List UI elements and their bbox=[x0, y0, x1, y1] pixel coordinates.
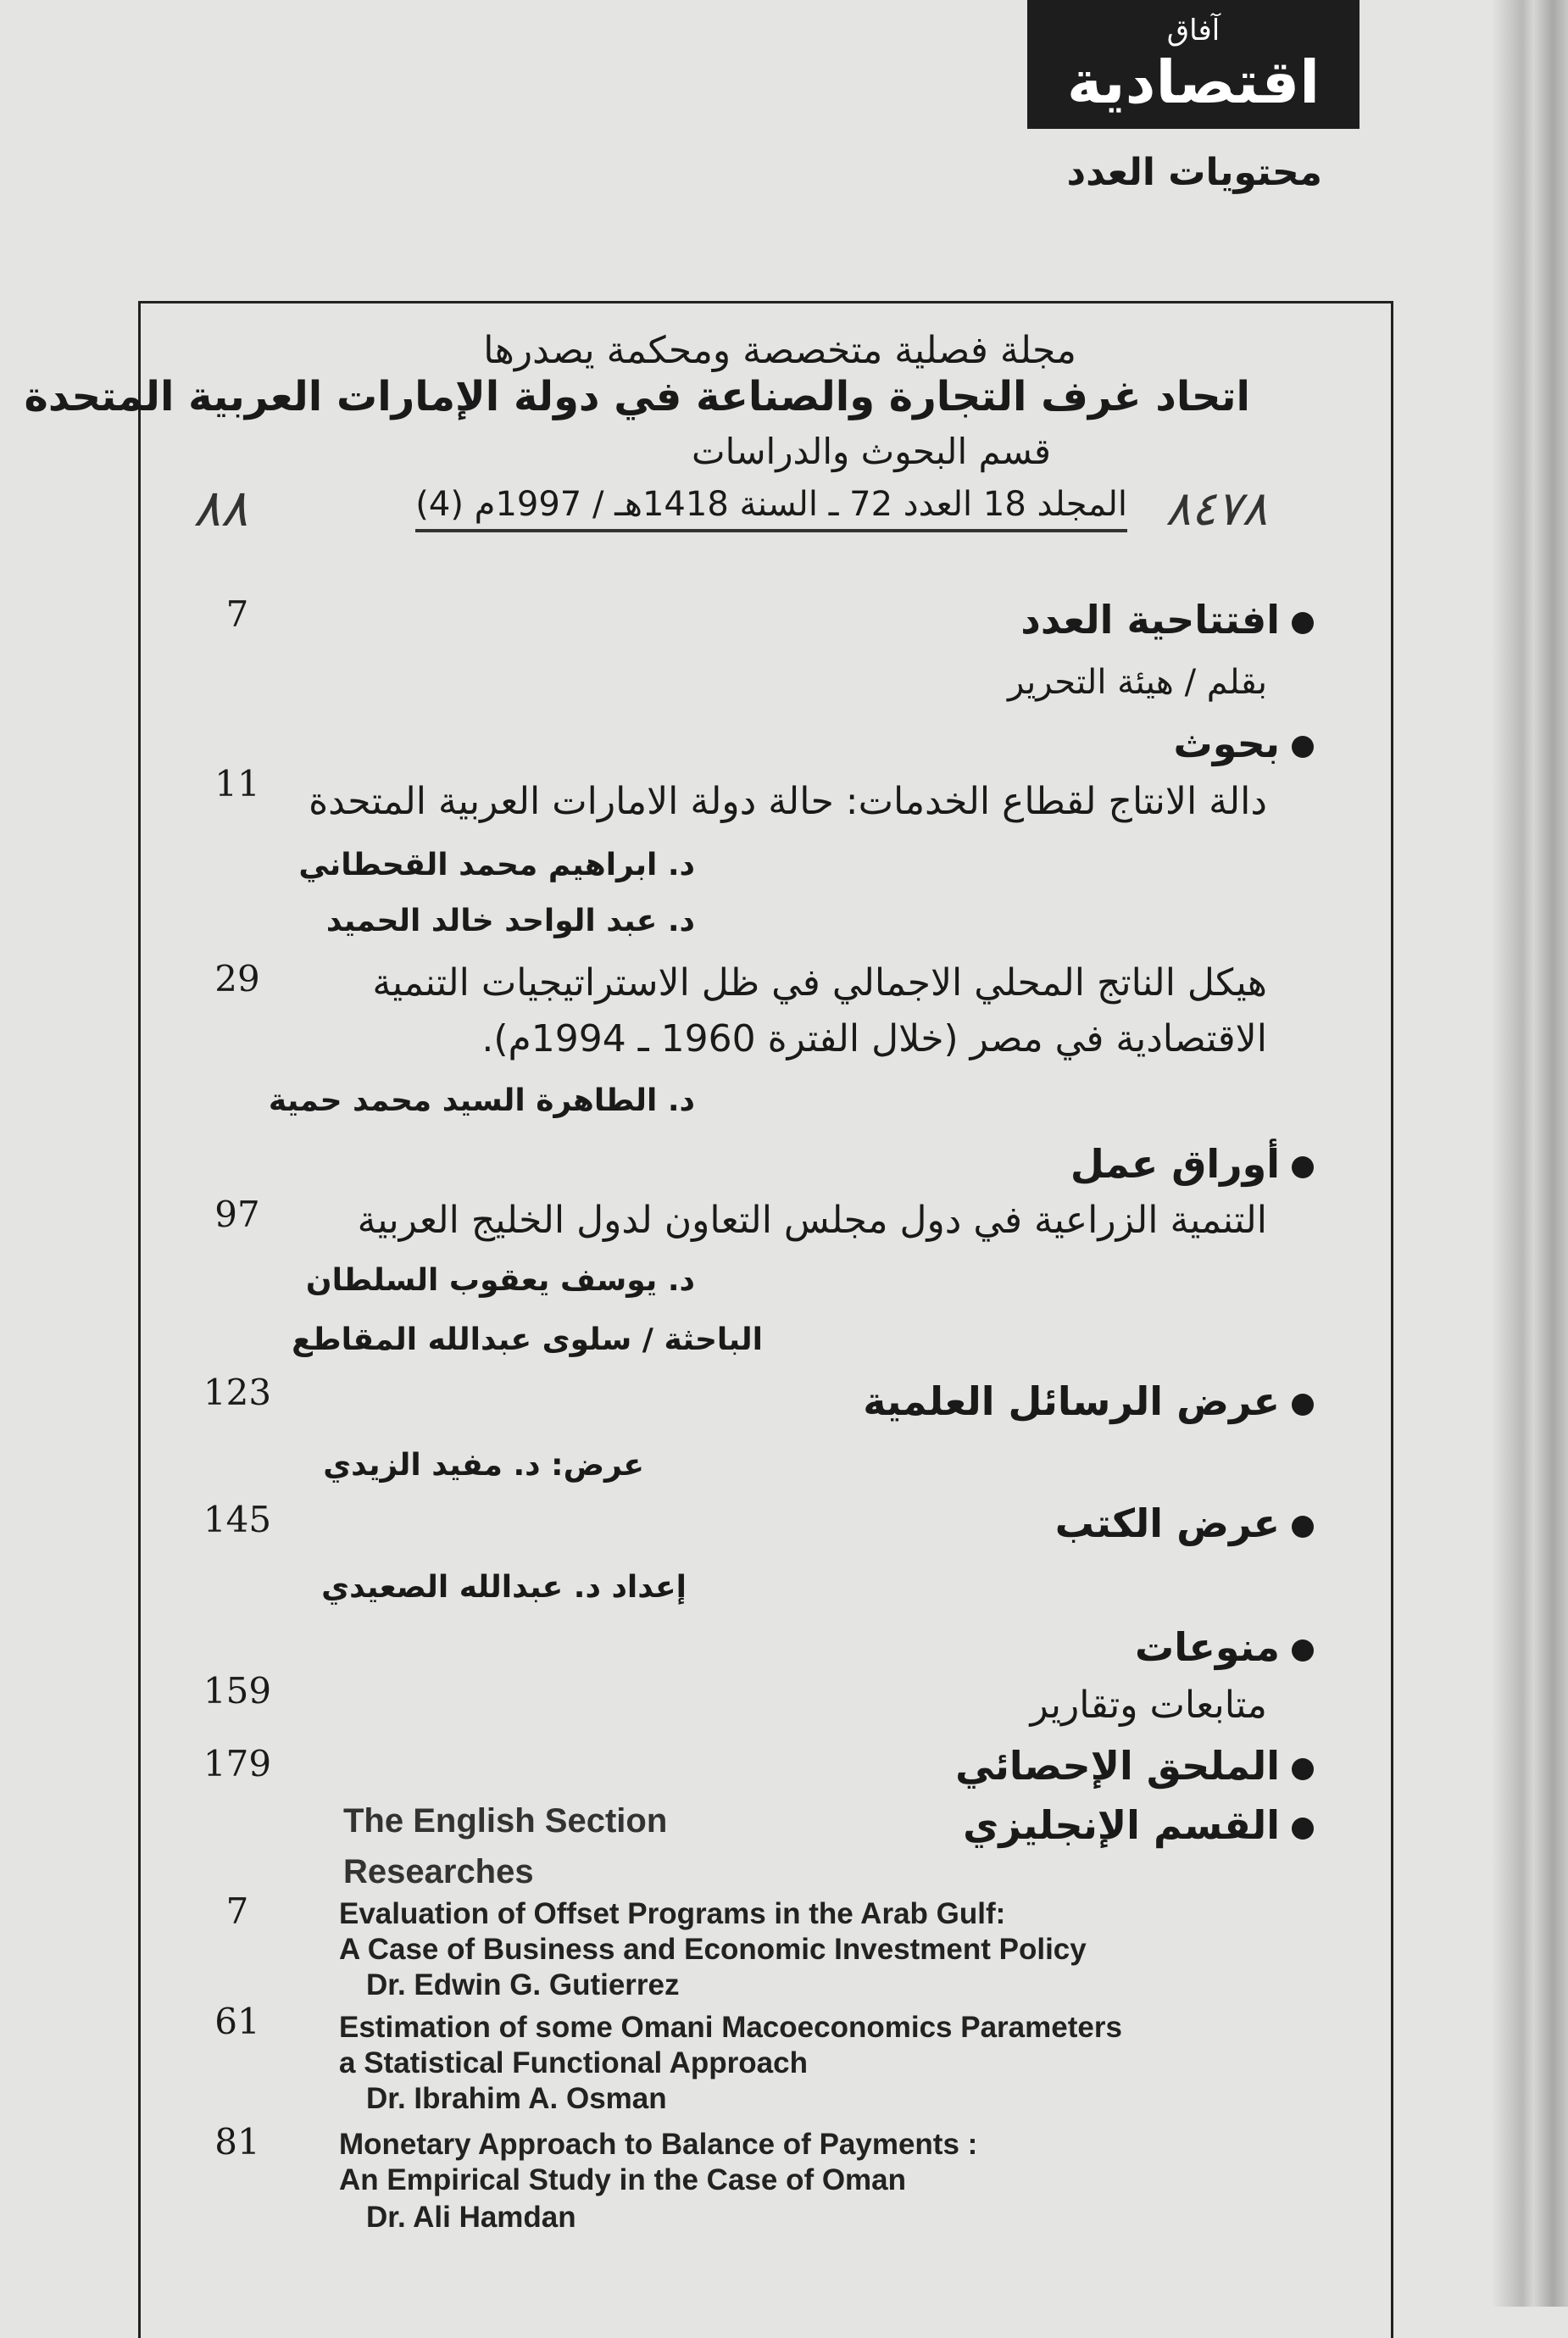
bullet-icon bbox=[1292, 612, 1314, 634]
editorial-byline: بقلم / هيئة التحرير bbox=[1008, 663, 1267, 702]
page-number: 29 bbox=[214, 958, 260, 999]
toc-item-title-en[interactable]: Evaluation of Offset Programs in the Arab Gulf: bbox=[339, 1897, 1006, 1930]
logo-main-text: اقتصادية bbox=[1066, 47, 1321, 117]
contents-heading: محتويات العدد bbox=[1066, 151, 1322, 194]
magazine-logo bbox=[1027, 0, 1359, 129]
page-edge-shadow bbox=[1492, 0, 1568, 2307]
toc-section-books[interactable]: عرض الكتب bbox=[1055, 1500, 1314, 1546]
toc-item-author-en: Dr. Ibrahim A. Osman bbox=[366, 2082, 667, 2115]
page-number: 7 bbox=[225, 593, 249, 635]
bullet-icon bbox=[1292, 1394, 1314, 1416]
page-number: 123 bbox=[203, 1372, 272, 1413]
toc-item-title[interactable]: متابعات وتقارير bbox=[1030, 1684, 1267, 1727]
bullet-icon bbox=[1292, 736, 1314, 758]
theses-byline: عرض: د. مفيد الزيدي bbox=[323, 1448, 644, 1483]
journal-subtitle: مجلة فصلية متخصصة ومحكمة يصدرها bbox=[483, 329, 1076, 372]
page-number: 61 bbox=[214, 2001, 260, 2042]
toc-section-working-papers[interactable]: أوراق عمل bbox=[1070, 1141, 1314, 1187]
logo-top-text: آفاق bbox=[1166, 14, 1220, 47]
toc-item-title-en-line2[interactable]: A Case of Business and Economic Investment Policy bbox=[339, 1933, 1087, 1966]
toc-item-title[interactable]: هيكل الناتج المحلي الاجمالي في ظل الاستراتيجيات التنمية bbox=[372, 961, 1267, 1005]
page-number: 145 bbox=[203, 1499, 272, 1540]
bullet-icon bbox=[1292, 1516, 1314, 1538]
page-number: 97 bbox=[214, 1194, 260, 1235]
english-section-title: The English Section bbox=[343, 1802, 668, 1840]
toc-item-title-en-line2[interactable]: a Statistical Functional Approach bbox=[339, 2046, 808, 2079]
toc-item-title-en-line2[interactable]: An Empirical Study in the Case of Oman bbox=[339, 2163, 907, 2196]
toc-section-english[interactable]: القسم الإنجليزي bbox=[963, 1802, 1314, 1848]
department-name: قسم البحوث والدراسات bbox=[692, 431, 1051, 472]
toc-item-author: د. ابراهيم محمد القحطاني bbox=[298, 848, 695, 882]
toc-item-author: د. عبد الواحد خالد الحميد bbox=[325, 904, 695, 938]
toc-item-title-line2[interactable]: الاقتصادية في مصر (خلال الفترة 1960 ـ 1994م). bbox=[481, 1017, 1267, 1060]
toc-item-author: د. يوسف يعقوب السلطان bbox=[305, 1263, 695, 1298]
toc-item-author-en: Dr. Edwin G. Gutierrez bbox=[366, 1968, 680, 2001]
toc-section-appendix[interactable]: الملحق الإحصائي bbox=[955, 1743, 1314, 1789]
toc-item-author-en: Dr. Ali Hamdan bbox=[366, 2201, 576, 2234]
page-number: 7 bbox=[225, 1890, 249, 1932]
toc-section-misc[interactable]: منوعات bbox=[1135, 1624, 1314, 1670]
toc-section-research[interactable]: بحوث bbox=[1174, 721, 1315, 766]
researches-label: Researches bbox=[343, 1853, 534, 1890]
bullet-icon bbox=[1292, 1818, 1314, 1840]
toc-section-theses[interactable]: عرض الرسائل العلمية bbox=[863, 1378, 1314, 1424]
page-number: 179 bbox=[203, 1743, 272, 1784]
toc-item-title-en[interactable]: Monetary Approach to Balance of Payments : bbox=[339, 2128, 978, 2161]
toc-item-title-en[interactable]: Estimation of some Omani Macoeconomics Parameters bbox=[339, 2011, 1122, 2044]
toc-item-title[interactable]: التنمية الزراعية في دول مجلس التعاون لدول الخليج العربية bbox=[357, 1199, 1267, 1242]
publisher-name: اتحاد غرف التجارة والصناعة في دولة الإمارات العربية المتحدة bbox=[24, 373, 1250, 420]
toc-section-editorial[interactable]: افتتاحية العدد bbox=[1020, 597, 1314, 643]
bullet-icon bbox=[1292, 1156, 1314, 1178]
bullet-icon bbox=[1292, 1758, 1314, 1780]
page-number: 159 bbox=[203, 1670, 272, 1712]
handwritten-note-left: ٨٨ bbox=[193, 479, 248, 538]
page-number: 81 bbox=[214, 2121, 260, 2163]
bullet-icon bbox=[1292, 1639, 1314, 1662]
books-byline: إعداد د. عبدالله الصعيدي bbox=[321, 1570, 687, 1605]
handwritten-note-right: ٨٤٧٨ bbox=[1165, 482, 1268, 537]
page-number: 11 bbox=[214, 763, 260, 804]
issue-info: المجلد 18 العدد 72 ـ السنة 1418هـ / 1997م (4) bbox=[415, 485, 1127, 532]
toc-item-title[interactable]: دالة الانتاج لقطاع الخدمات: حالة دولة الامارات العربية المتحدة bbox=[309, 780, 1267, 823]
toc-item-author: الباحثة / سلوى عبدالله المقاطع bbox=[292, 1322, 763, 1357]
toc-item-author: د. الطاهرة السيد محمد حمية bbox=[268, 1083, 695, 1118]
